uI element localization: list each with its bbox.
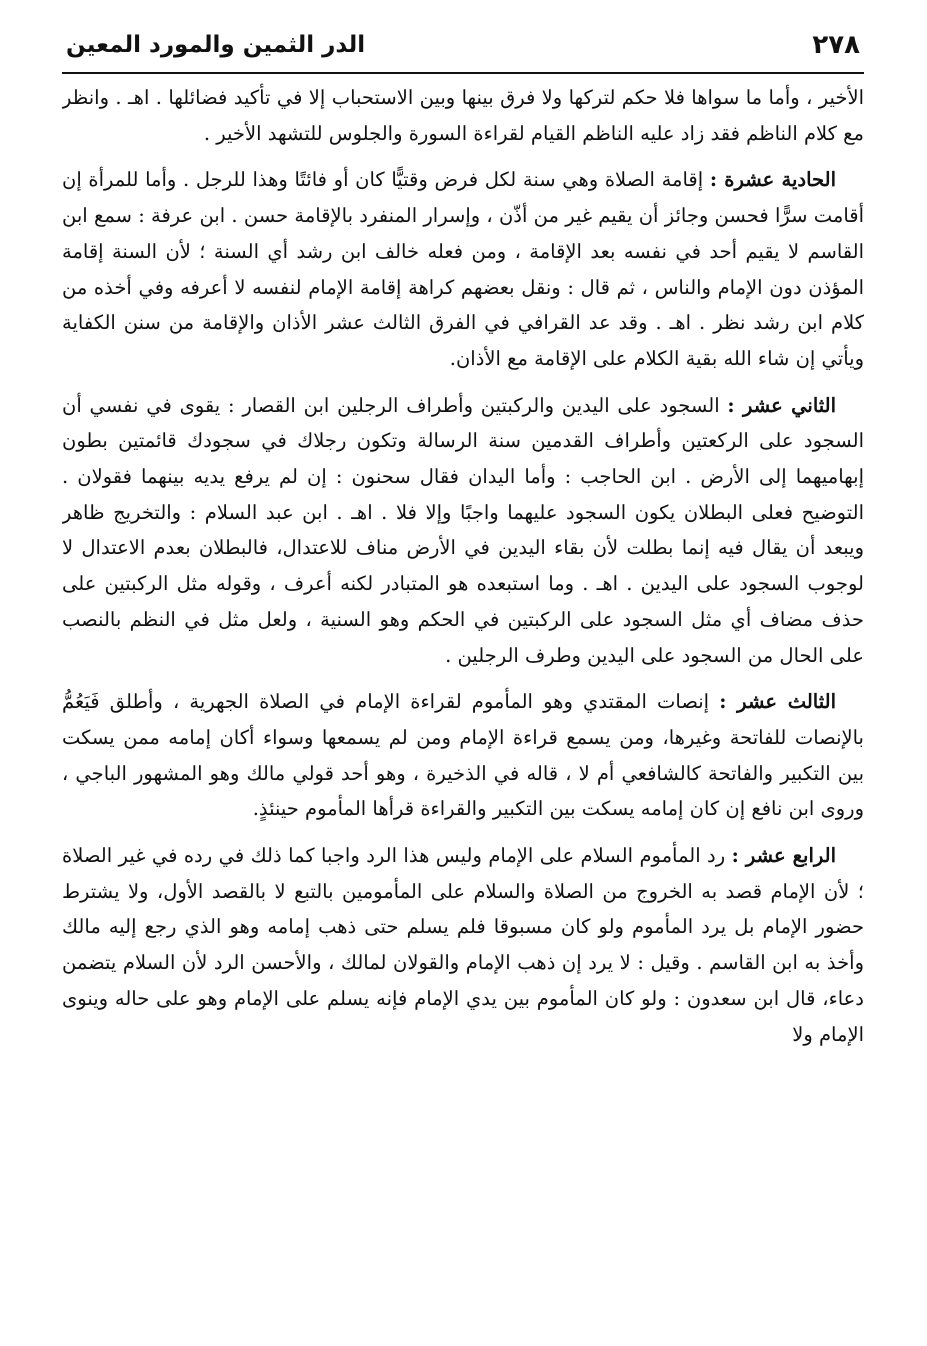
paragraph-text: إقامة الصلاة وهي سنة لكل فرض وقتيًّا كان أو فائتًا وهذا للرجل . وأما للمرأة إن أقامت سرًّا فحسن وجائز أن يقيم غير من أذّن ، وإسرار المنفرد بالإقامة حسن . ابن عرفة : سمع ابن القاسم لا يقيم أحد في نفسه بعد الإقامة ، ومن فعله خالف ابن رشد أي السنة ؛ لأن السنة إقامة المؤذن دون الإمام والناس ، ثم قال : ونقل بعضهم كراهة إقامة الإمام لنفسه لا أعرفه وفي أخذه من كلام ابن رشد نظر . اهـ . وقد عد القرافي في الفرق الثالث عشر الأذان والإقامة من سنن الكفاية ويأتي إن شاء الله بقية الكلام على الإقامة مع الأذان. xyxy=(62,168,864,370)
section-heading: الثالث عشر : xyxy=(719,690,836,714)
section-heading: الثاني عشر : xyxy=(727,393,837,417)
paragraph-fourteenth xyxy=(62,838,864,1052)
paragraph-text: إنصات المقتدي وهو المأموم لقراءة الإمام في الصلاة الجهرية ، وأطلق فَيَعُمُّ بالإنصات للفاتحة وغيرها، ومن يسمع قراءة الإمام ومن لم يسمعها وسواء أكان إمامه ممن يسكت بين التكبير والفاتحة كالشافعي أم لا ، قاله في الذخيرة ، وهو أحد قولي مالك وهو المشهور الباجي ، وروى ابن نافع إن كان إمامه يسكت بين التكبير والقراءة قرأها المأموم حينئذٍ. xyxy=(62,690,864,821)
paragraph-text: رد المأموم السلام على الإمام وليس هذا الرد واجبا كما ذلك في رده في غير الصلاة ؛ لأن الإمام قصد به الخروج من الصلاة والسلام على المأمومين بالتبع لا بالقصد الأول، ولا يشترط حضور الإمام بل يرد المأموم ولو كان مسبوقا فلم يسلم حتى ذهب إمامه وهو الذي رجع إليه مالك وأخذ به ابن القاسم . وقيل : لا يرد إن ذهب الإمام والقولان لمالك ، والأحسن الرد لأن السلام يتضمن دعاء، قال ابن سعدون : ولو كان المأموم بين يدي الإمام فإنه يسلم على الإمام وهو على حاله وينوى الإمام ولا xyxy=(62,844,864,1046)
section-heading: الرابع عشر : xyxy=(731,844,836,868)
section-heading: الحادية عشرة : xyxy=(709,168,836,192)
page-number: ٢٧٨ xyxy=(812,30,860,60)
main-text xyxy=(62,80,864,1052)
document-page xyxy=(62,28,864,1328)
paragraph-eleventh xyxy=(62,162,864,376)
paragraph-text: السجود على اليدين والركبتين وأطراف الرجلين ابن القصار : يقوى في نفسي أن السجود على الركعتين وأطراف القدمين سنة الرسالة وتكون رجلاك في سجودك قائمتين بطون إبهاميهما إلى الأرض . ابن الحاجب : وأما اليدان فقال سحنون : إن لم يرفع يديه بينهما فقولان . التوضيح فعلى البطلان يكون السجود عليهما واجبًا وإلا فلا . اهـ . ابن عبد السلام : والتخريج ظاهر ويبعد أن يقال فيه إنما بطلت لأن بقاء اليدين في الأرض مناف للاعتدال، فالبطلان بعدم الاعتدال لا لوجوب السجود على اليدين . اهـ . وما استبعده هو المتبادر لكنه أعرف ، وقوله مثل الركبتين على حذف مضاف أي مثل السجود على الركبتين في الحكم وهو السنية ، ولعل مثل في النظم بالنصب على الحال من السجود على اليدين وطرف الرجلين . xyxy=(62,393,864,667)
running-title: الدر الثمين والمورد المعين xyxy=(66,32,366,58)
paragraph-text: الأخير ، وأما ما سواها فلا حكم لتركها ولا فرق بينها وبين الاستحباب إلا في تأكيد فضائلها . اهـ . وانظر مع كلام الناظم فقد زاد عليه الناظم القيام لقراءة السورة والجلوس للتشهد الأخير . xyxy=(62,86,864,145)
page-header xyxy=(62,28,864,74)
paragraph-continuation xyxy=(62,80,864,151)
paragraph-twelfth xyxy=(62,388,864,674)
paragraph-thirteenth xyxy=(62,684,864,827)
